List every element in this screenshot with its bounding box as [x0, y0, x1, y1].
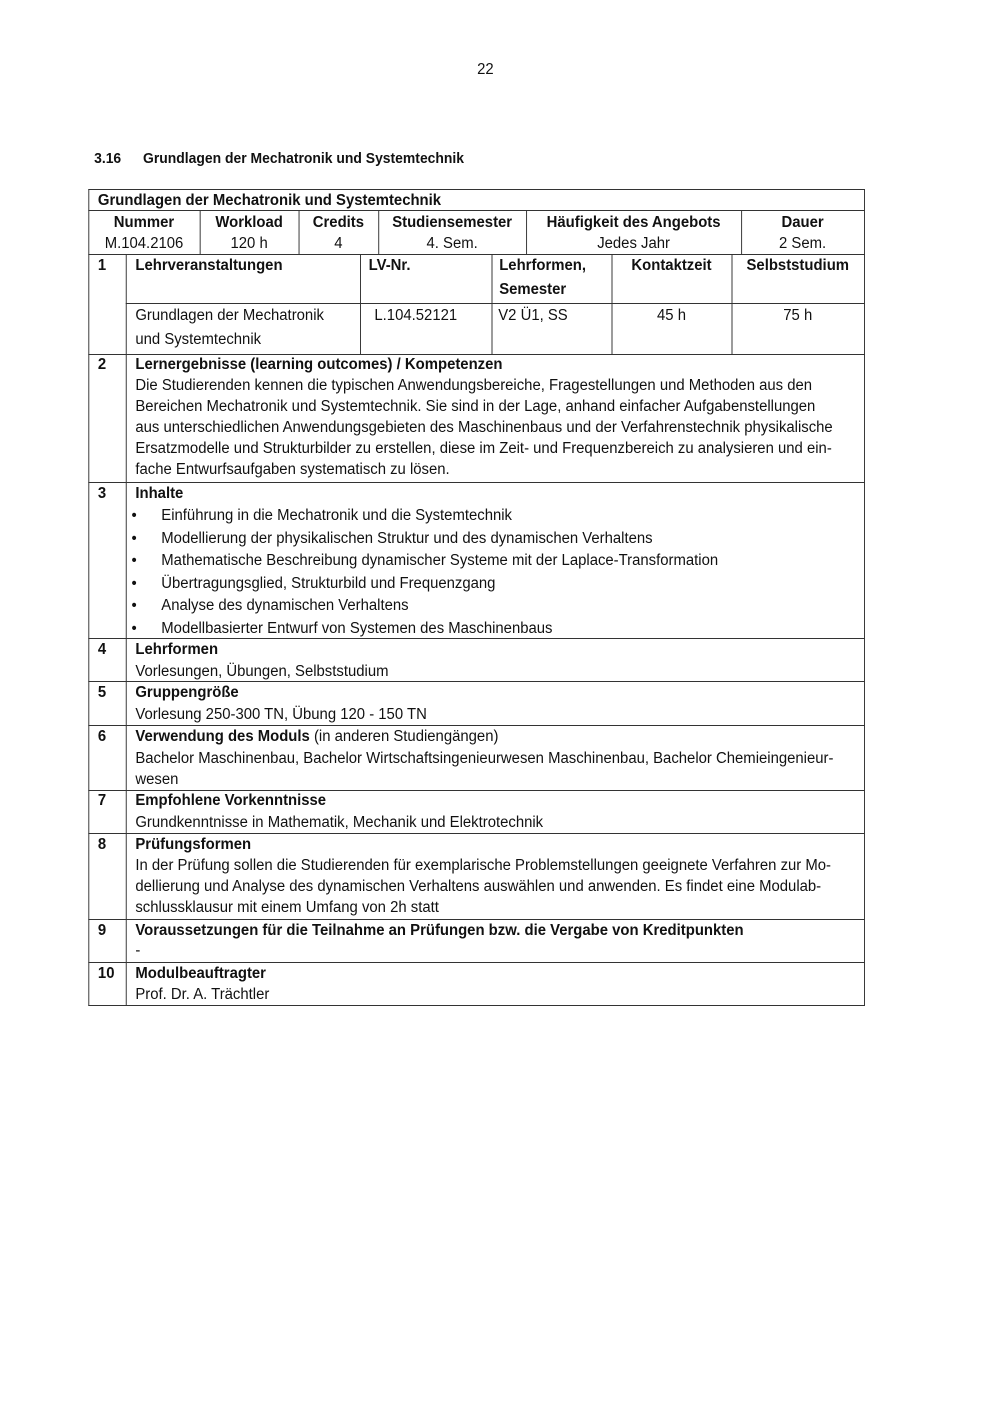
- list-item: Einführung in die Mechatronik und die Systemtechnik: [161, 507, 512, 524]
- group-size-text: Vorlesung 250-300 TN, Übung 120 - 150 TN: [135, 706, 427, 723]
- section-number: 3.16: [94, 151, 122, 167]
- bullet-icon: •: [131, 552, 137, 569]
- meta-value: 4. Sem.: [426, 235, 478, 252]
- meta-header: Nummer: [113, 214, 175, 231]
- meta-value: 2 Sem.: [778, 235, 827, 252]
- exam-requirements-text: -: [135, 942, 141, 959]
- learning-outcomes-title: Lernergebnisse (learning outcomes) / Kompetenzen: [135, 356, 503, 373]
- title-separator: [88, 210, 865, 211]
- text-line: Die Studierenden kennen die typischen Anwendungsbereiche, Fragestellungen und Methoden aus den: [135, 377, 813, 394]
- text-line: wesen: [135, 771, 179, 788]
- row-number: 3: [97, 485, 107, 502]
- table-title: Grundlagen der Mechatronik und Systemtechnik: [97, 192, 442, 209]
- list-item: Mathematische Beschreibung dynamischer Systeme mit der Laplace-Transformation: [161, 552, 719, 569]
- meta-value: M.104.2106: [104, 235, 184, 252]
- prerequisites-text: Grundkenntnisse in Mathematik, Mechanik und Elektrotechnik: [135, 814, 544, 831]
- text-line: In der Prüfung sollen die Studierenden für exemplarische Problemstellungen geeignete Verfahren zur Mo-: [135, 857, 832, 874]
- col-header-lehrveranstaltungen: Lehrveranstaltungen: [135, 257, 283, 274]
- col-header-lv-nr: LV-Nr.: [368, 257, 411, 274]
- text-line: Bereichen Mechatronik und Systemtechnik. Sie sind in der Lage, anhand einfacher Aufgabenstellungen: [135, 398, 816, 415]
- usage-title-suffix: (in anderen Studiengängen): [309, 728, 499, 745]
- meta-separator: [88, 254, 865, 255]
- prerequisites-title: Empfohlene Vorkenntnisse: [135, 792, 327, 809]
- course-name: Grundlagen der Mechatronik: [135, 307, 324, 324]
- course-selbststudium: 75 h: [783, 307, 813, 324]
- col-header-kontaktzeit: Kontaktzeit: [631, 257, 712, 274]
- row-number: 9: [97, 922, 107, 939]
- teaching-forms-title: Lehrformen: [135, 641, 219, 658]
- module-owner-text: Prof. Dr. A. Trächtler: [135, 986, 270, 1003]
- table-border-left: [88, 189, 89, 1006]
- meta-value: 120 h: [230, 235, 268, 252]
- col-header-semester: Semester: [499, 281, 567, 298]
- course-name-cont: und Systemtechnik: [135, 331, 262, 348]
- exam-requirements-title: Voraussetzungen für die Teilnahme an Prüfungen bzw. die Vergabe von Kreditpunkten: [135, 922, 744, 939]
- row-number: 6: [97, 728, 107, 745]
- section-title: Grundlagen der Mechatronik und Systemtechnik: [143, 151, 465, 167]
- text-line: fache Entwurfsaufgaben systematisch zu lösen.: [135, 461, 450, 478]
- page-number: 22: [477, 61, 494, 78]
- meta-header: Workload: [215, 214, 283, 231]
- course-lehrformen: V2 Ü1, SS: [498, 307, 568, 324]
- usage-title-line: [135, 728, 498, 746]
- bullet-icon: •: [131, 597, 137, 614]
- text-line: dellierung und Analyse des dynamischen Verhaltens auswählen und anwenden. Es findet eine Modulab-: [135, 878, 822, 895]
- row-number: 7: [97, 792, 107, 809]
- meta-header: Studiensemester: [392, 214, 513, 231]
- list-item: Analyse des dynamischen Verhaltens: [161, 597, 409, 614]
- list-item: Übertragungsglied, Strukturbild und Frequenzgang: [161, 575, 496, 592]
- bullet-icon: •: [131, 620, 137, 637]
- row-number: 2: [97, 356, 107, 373]
- meta-header: Häufigkeit des Angebots: [546, 214, 721, 231]
- row-number: 10: [97, 965, 115, 982]
- col-header-selbststudium: Selbststudium: [746, 257, 850, 274]
- text-line: schlussklausur mit einem Umfang von 2h statt: [135, 899, 439, 916]
- exam-forms-text: [135, 855, 831, 918]
- text-line: aus unterschiedlichen Anwendungsgebieten des Maschinenbaus und der Verfahrenstechnik physikalische: [135, 419, 833, 436]
- bullet-icon: •: [131, 507, 137, 524]
- table-border-top: [88, 189, 865, 190]
- table-border-right: [864, 189, 865, 1006]
- col-header-lehrformen: Lehrformen,: [499, 257, 587, 274]
- module-owner-title: Modulbeauftragter: [135, 965, 266, 982]
- row-number: 4: [97, 641, 107, 658]
- meta-header: Credits: [312, 214, 365, 231]
- bullet-icon: •: [131, 530, 137, 547]
- teaching-forms-text: Vorlesungen, Übungen, Selbststudium: [135, 663, 389, 680]
- course-lv-nr: L.104.52121: [374, 307, 458, 324]
- exam-forms-title: Prüfungsformen: [135, 836, 252, 853]
- usage-title: Verwendung des Moduls: [135, 728, 310, 745]
- row-number: 1: [97, 257, 107, 274]
- group-size-title: Gruppengröße: [135, 684, 239, 701]
- meta-value: Jedes Jahr: [597, 235, 670, 252]
- bullet-icon: •: [131, 575, 137, 592]
- course-kontaktzeit: 45 h: [657, 307, 686, 324]
- table-border-bottom: [88, 1005, 865, 1006]
- learning-outcomes-text: [135, 375, 832, 480]
- meta-value: 4: [334, 235, 343, 252]
- meta-header: Dauer: [781, 214, 824, 231]
- row-number: 5: [97, 684, 107, 701]
- list-item: Modellierung der physikalischen Struktur und des dynamischen Verhaltens: [161, 530, 653, 547]
- usage-text: [135, 748, 833, 790]
- list-item: Modellbasierter Entwurf von Systemen des Maschinenbaus: [161, 620, 553, 637]
- row-number: 8: [97, 836, 107, 853]
- text-line: Ersatzmodelle und Strukturbilder zu erstellen, diese im Zeit- und Frequenzbereich zu analysieren und ein-: [135, 440, 832, 457]
- text-line: Bachelor Maschinenbau, Bachelor Wirtschaftsingenieurwesen Maschinenbau, Bachelor Chemieingenieur-: [135, 750, 834, 767]
- num-column-line: [126, 254, 127, 1005]
- contents-title: Inhalte: [135, 485, 184, 502]
